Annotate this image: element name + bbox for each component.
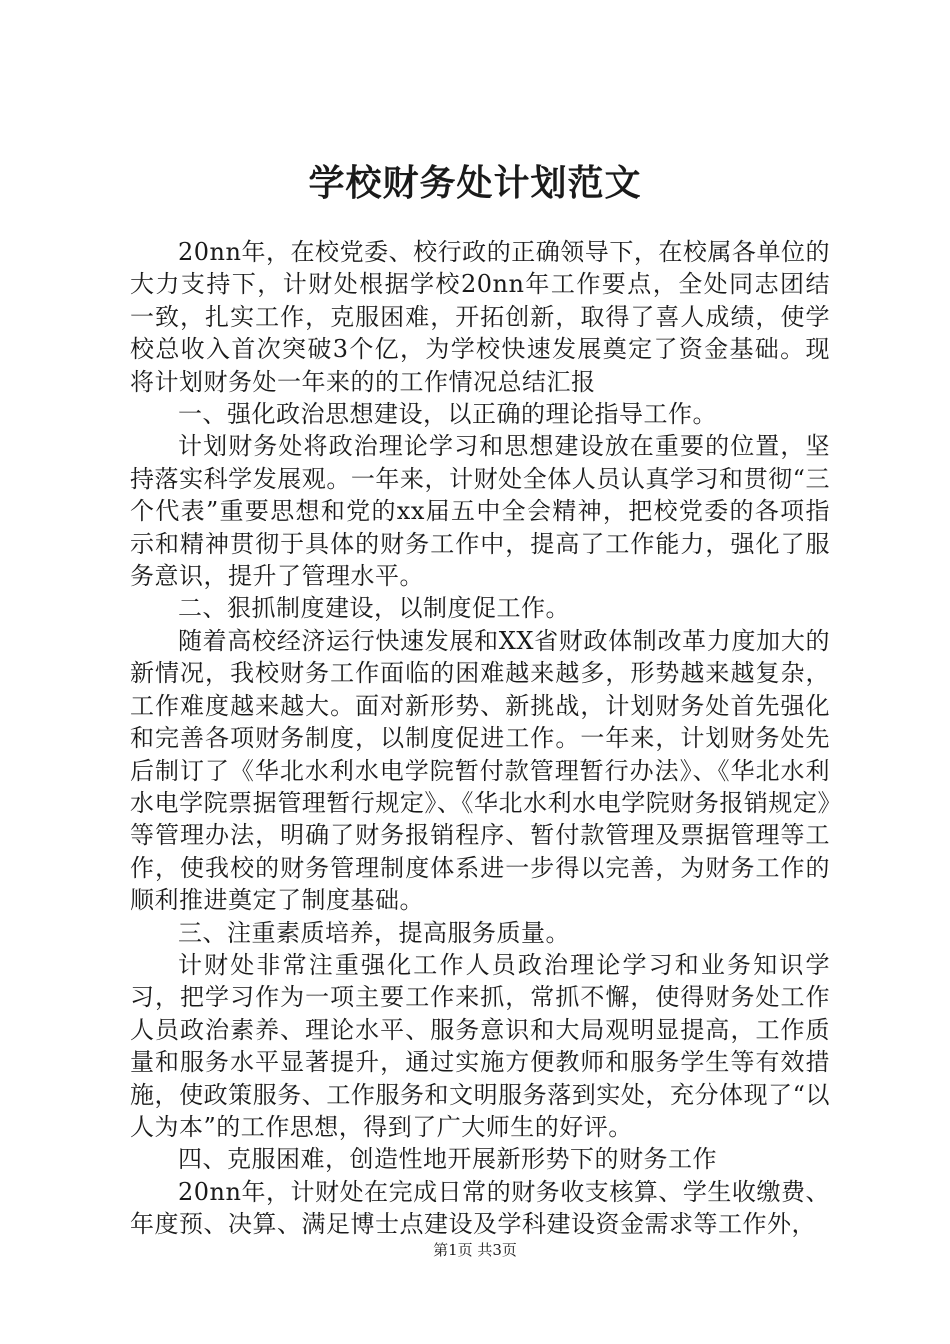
paragraph-section-3: 计财处非常注重强化工作人员政治理论学习和业务知识学习，把学习作为一项主要工作来抓，常抓不懈，使得财务处工作人员政治素养、理论水平、服务意识和大局观明显提高，工作质量和服务水平显著提升，通过实施方便教师和服务学生等有效措施，使政策服务、工作服务和文明服务落到实处，充分体现了“以人为本”的工作思想，得到了广大师生的好评。 — [130, 950, 830, 1141]
document-body — [130, 236, 830, 1241]
paragraph-section-1: 计划财务处将政治理论学习和思想建设放在重要的位置，坚持落实科学发展观。一年来，计财处全体人员认真学习和贯彻“三个代表”重要思想和党的xx届五中全会精神，把校党委的各项指示和精神贯彻于具体的财务工作中，提高了工作能力，强化了服务意识，提升了管理水平。 — [130, 432, 830, 591]
paragraph-section-4: 20nn年，计财处在完成日常的财务收支核算、学生收缴费、年度预、决算、满足博士点建设及学科建设资金需求等工作外， — [130, 1177, 830, 1239]
section-heading-4: 四、克服困难，创造性地开展新形势下的财务工作 — [178, 1145, 717, 1174]
paragraph-intro: 20nn年，在校党委、校行政的正确领导下，在校属各单位的大力支持下，计财处根据学校20nn年工作要点，全处同志团结一致，扎实工作，克服困难，开拓创新，取得了喜人成绩，使学校总收入首次突破3个亿，为学校快速发展奠定了资金基础。现将计划财务处一年来的的工作情况总结汇报 — [130, 238, 830, 396]
page-footer — [0, 1240, 950, 1260]
document-title: 学校财务处计划范文 — [308, 162, 642, 204]
section-heading-2: 二、狠抓制度建设，以制度促工作。 — [178, 594, 570, 623]
section-heading-3: 三、注重素质培养，提高服务质量。 — [178, 918, 570, 947]
section-heading-1: 一、强化政治思想建设，以正确的理论指导工作。 — [178, 400, 717, 429]
page-number-indicator: 第1页 共3页 — [433, 1241, 517, 1259]
paragraph-section-2: 随着高校经济运行快速发展和XX省财政体制改革力度加大的新情况，我校财务工作面临的困难越来越多，形势越来越复杂，工作难度越来越大。面对新形势、新挑战，计划财务处首先强化和完善各项财务制度，以制度促进工作。一年来，计划财务处先后制订了《华北水利水电学院暂付款管理暂行办法》、《华北水利水电学院票据管理暂行规定》、《华北水利水电学院财务报销规定》等管理办法，明确了财务报销程序、暂付款管理及票据管理等工作，使我校的财务管理制度体系进一步得以完善，为财务工作的顺利推进奠定了制度基础。 — [130, 626, 830, 915]
